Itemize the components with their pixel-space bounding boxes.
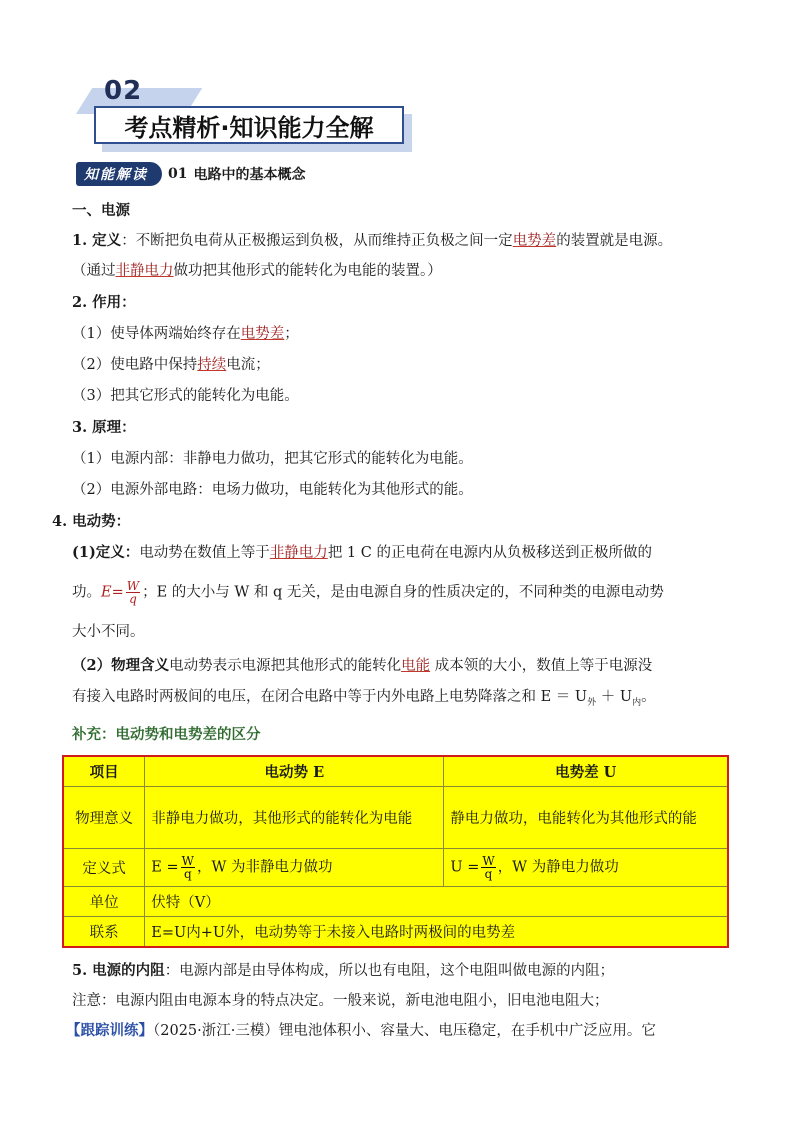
table-header: 电动势 E [145,756,444,787]
tracking-text: （2025·浙江·三模）锂电池体积小、容量大、电压稳定，在手机中广泛应用。它 [153,1023,656,1039]
definition-label: 1. 定义 [72,232,122,249]
emf-line2-start: 功。 [72,584,101,601]
heading-power-source: 一、电源 [72,202,130,219]
formula-fraction [181,855,195,880]
role2-text: （2）使电路中保持 [72,357,198,373]
role-item-1 [72,324,299,344]
role2-keyword: 持续 [197,357,227,373]
fraction-denominator: q [129,592,137,606]
table-row-label: 定义式 [63,849,145,887]
table-cell [145,849,444,887]
table-cell: 非静电力做功，其他形式的能转化为电能 [145,787,444,849]
role1-end: ； [284,326,299,342]
knowledge-tag: 知能解读 [76,162,162,186]
table-cell: 伏特（V） [145,887,728,917]
section-number: 02 [104,76,143,106]
fraction-numerator: W [181,854,194,868]
table-row [63,887,728,917]
table-row [63,849,728,887]
subscript-in: 内 [632,697,642,708]
formula-lhs: U = [450,859,480,876]
emf-formula-lhs: E= [101,584,124,601]
section-banner [76,76,410,148]
fraction-numerator: W [482,854,495,868]
definition-line-2 [72,261,442,281]
principle-item-2: （2）电源外部电路：电场力做功，电能转化为其他形式的能。 [72,482,473,498]
table-row [63,917,728,948]
internal-note: 注意：电源内阻由电源本身的特点决定。一般来说，新电池电阻小，旧电池电阻大； [72,993,609,1009]
banner-box [94,106,404,144]
emf-line-3: 大小不同。 [72,624,145,640]
emf-line2-text: ；E 的大小与 W 和 q 无关，是由电源自身的性质决定的，不同种类的电源电动势 [142,584,664,601]
definition-text-end: 的装置就是电源。 [556,233,673,249]
table-row-label: 联系 [63,917,145,948]
definition2-text-end: 做功把其他形式的能转化为电能的装置。） [173,263,442,279]
role-item-2 [72,355,270,375]
emf-def-text: 电动势在数值上等于 [139,545,270,561]
principle-label: 3. 原理： [72,419,136,436]
emf-meaning-text-end: 成本领的大小，数值上等于电源没 [430,658,653,674]
table-header: 项目 [63,756,145,787]
principle-item-1: （1）电源内部：非静电力做功，把其它形式的能转化为电能。 [72,451,473,467]
emf-meaning-line2-text: 有接入电路时两极间的电压，在闭合电路中等于内外电路上电势降落之和 E ＝ U [72,689,588,705]
banner-title: 考点精析·知识能力全解 [124,113,374,142]
role1-keyword: 电势差 [240,326,285,342]
formula-fraction [481,855,495,880]
table-row-label: 单位 [63,887,145,917]
emf-meaning-keyword: 电能 [401,658,431,674]
internal-resistance [72,961,614,981]
formula-plus: ＋ U [596,689,633,705]
emf-def-keyword: 非静电力 [269,545,328,561]
formula-note: ，W 为非静电力做功 [196,859,333,876]
table-row-label: 物理意义 [63,787,145,849]
table-header: 电势差 U [444,756,728,787]
emf-meaning [72,656,652,676]
table-header-row [63,756,728,787]
emf-meaning-line-2 [72,687,656,713]
emf-formula-line [72,580,664,605]
definition-text: ：不断把负电荷从正极搬运到负极，从而维持正负极之间一定 [121,233,513,249]
subscript-out: 外 [587,697,597,708]
definition2-keyword: 非静电力 [115,263,174,279]
knowledge-heading [76,162,305,186]
internal-text: ：电源内部是由导体构成，所以也有电阻，这个电阻叫做电源的内阻； [164,963,615,979]
emf-meaning-label: （2）物理含义 [72,657,170,674]
role-label: 2. 作用： [72,294,136,311]
role2-end: 电流； [226,357,270,373]
emf-label: 4. 电动势： [52,513,131,530]
table-cell: 静电力做功，电能转化为其他形式的能 [444,787,728,849]
table-row [63,787,728,849]
internal-label: 5. 电源的内阻 [72,962,165,979]
fraction-denominator: q [484,867,493,881]
emf-definition [72,543,652,563]
fraction-denominator: q [183,867,192,881]
tracking-exercise [66,1021,656,1041]
emf-def-label: (1)定义： [72,544,140,561]
role1-text: （1）使导体两端始终存在 [72,326,241,342]
tracking-label: 【跟踪训练】 [66,1022,153,1039]
table-cell: E=U内+U外，电动势等于未接入电路时两极间的电势差 [145,917,728,948]
emf-def-text-end: 把 1 C 的正电荷在电源内从负极移送到正极所做的 [327,545,652,561]
emf-formula-fraction [126,580,140,605]
definition-keyword: 电势差 [512,233,557,249]
emf-meaning-text: 电动势表示电源把其他形式的能转化 [169,658,402,674]
knowledge-title: 电路中的基本概念 [193,167,306,183]
fraction-numerator: W [126,579,140,593]
supplement-title: 补充：电动势和电势差的区分 [72,726,261,743]
comparison-table [62,755,729,948]
definition2-text: （通过 [72,263,116,279]
table-cell [444,849,728,887]
formula-note: ，W 为静电力做功 [497,859,619,876]
knowledge-number: 01 [168,166,188,182]
definition-line [72,231,672,251]
formula-end: 。 [641,689,656,705]
formula-lhs: E = [151,859,179,876]
role-item-3: （3）把其它形式的能转化为电能。 [72,388,299,404]
